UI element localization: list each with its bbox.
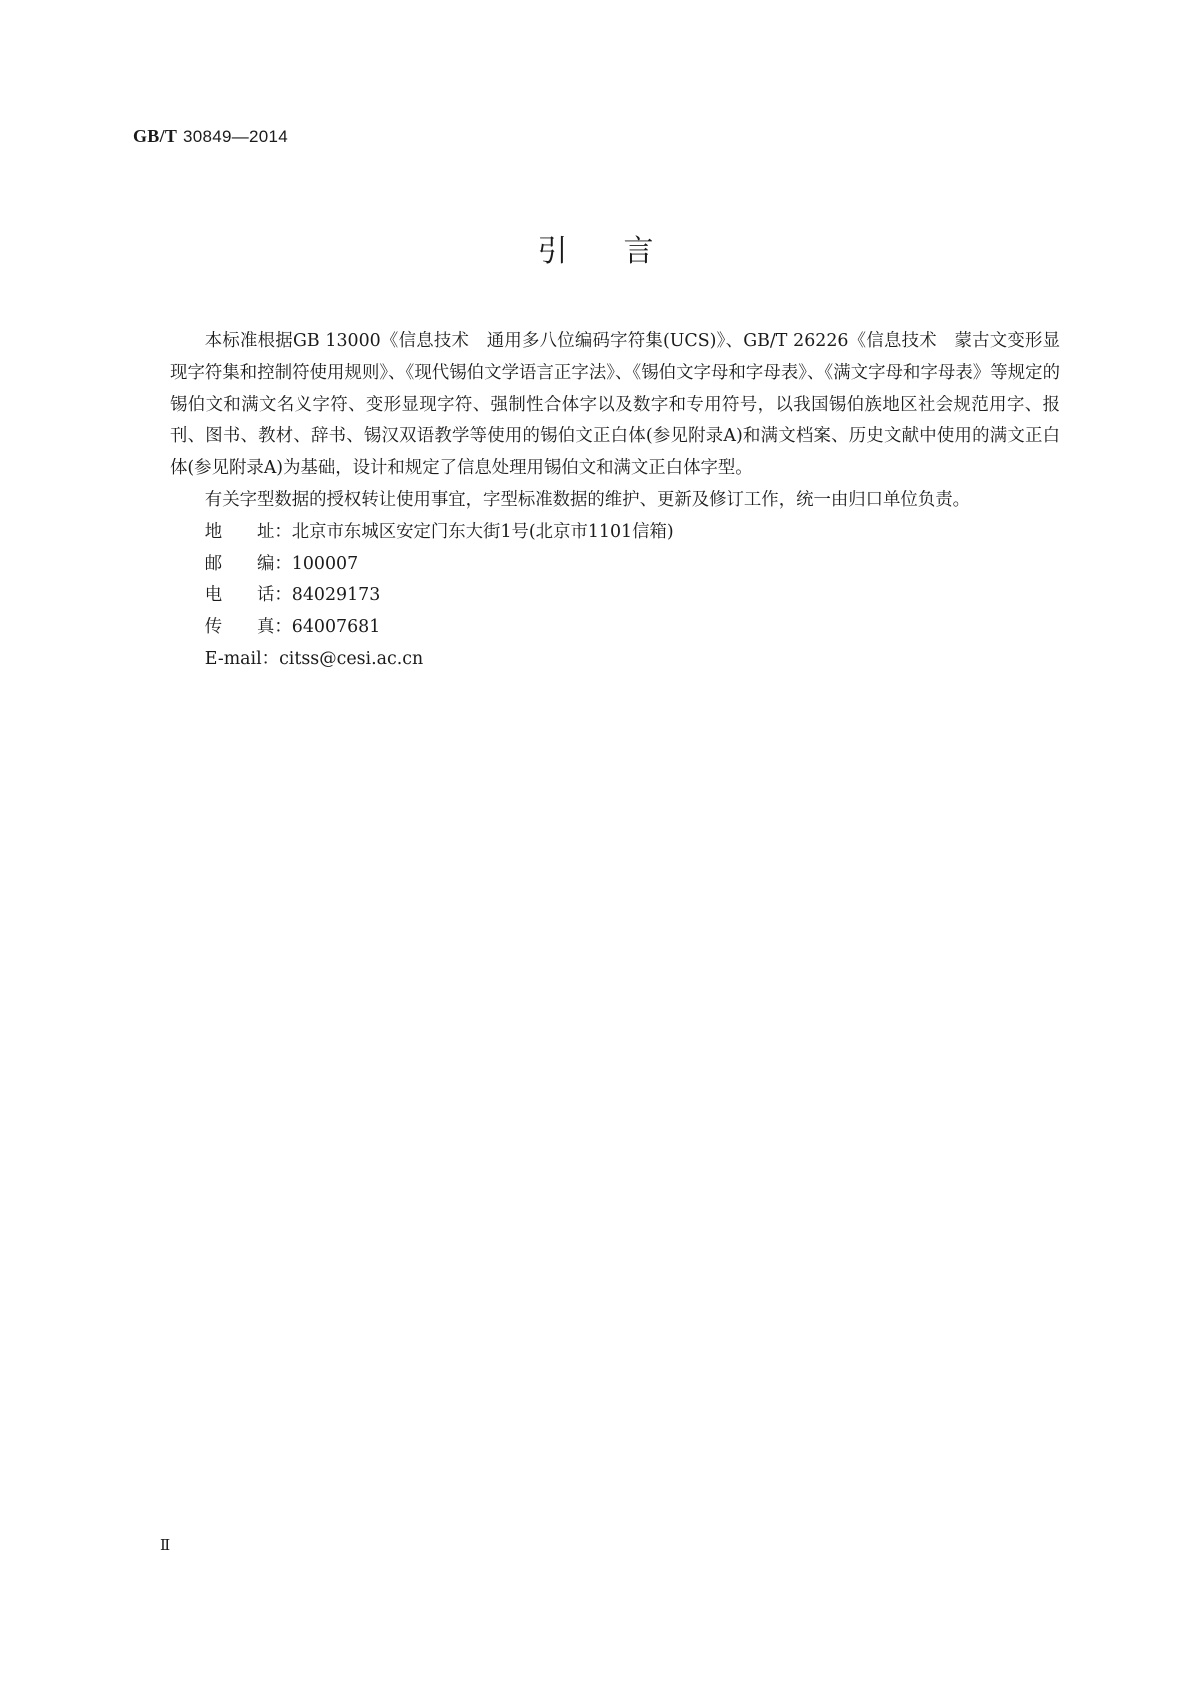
contact-phone: 电 话：84029173 — [204, 585, 381, 606]
paragraph-authorization: 有关字型数据的授权转让使用事宜，字型标准数据的维护、更新及修订工作，统一由归口单位负责。 — [204, 489, 970, 510]
standard-prefix: GB/T — [133, 126, 178, 146]
standard-code-header — [133, 126, 288, 147]
standard-number: 30849—2014 — [182, 127, 289, 146]
contact-postcode: 邮 编：100007 — [204, 553, 359, 574]
page-number: Ⅱ — [160, 1536, 171, 1554]
body-text — [170, 326, 1060, 676]
contact-address: 地 址：北京市东城区安定门东大街1号(北京市1101信箱) — [204, 521, 674, 542]
paragraph-basis: 本标准根据GB 13000《信息技术 通用多八位编码字符集(UCS)》、GB/T 26226《信息技术 蒙古文变形显现字符集和控制符使用规则》、《现代锡伯文学语言正字法》、《锡伯文字母和字母表》、《满文字母和字母表》等规定的锡伯文和满文名义字符、变形显现字符、强制性合体字以及数字和专用符号，以我国锡伯族地区社会规范用字、报刊、图书、教材、辞书、锡汉双语教学等使用的锡伯文正白体(参见附录A)和满文档案、历史文献中使用的满文正白体(参见附录A)为基础，设计和规定了信息处理用锡伯文和满文正白体字型。 — [170, 331, 1060, 479]
contact-fax: 传 真：64007681 — [204, 617, 381, 638]
page-title: 引言 — [537, 234, 710, 269]
contact-email: E-mail：citss@cesi.ac.cn — [204, 648, 424, 669]
